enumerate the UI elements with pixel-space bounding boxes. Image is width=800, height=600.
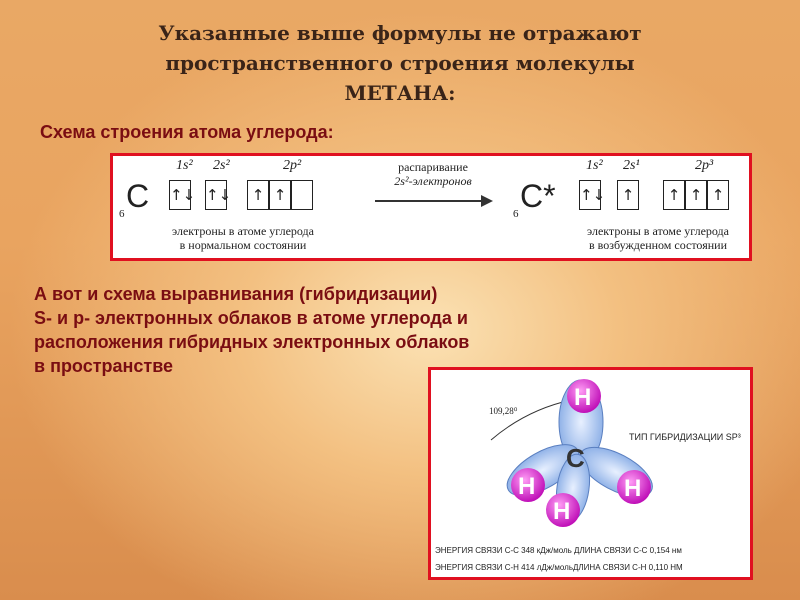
atom-normal-symbol: C [126, 178, 150, 214]
energy-line-1: ЭНЕРГИЯ СВЯЗИ С-С 348 кДж/моль ДЛИНА СВЯЗИ С-С 0,154 нм [435, 546, 682, 555]
energy-line-2: ЭНЕРГИЯ СВЯЗИ С-Н 414 лДж/мольДЛИНА СВЯЗИ С-Н 0,110 НМ [435, 563, 683, 572]
orbital-label-2p: 2p² [283, 158, 302, 173]
orbital-label-2s: 2s² [213, 158, 230, 173]
normal-state-note [143, 224, 343, 252]
carbon-atom-label: C [566, 443, 585, 473]
excited-cell-2p-x: ↑ [663, 180, 685, 210]
orbital-cell-2p-y: ↑ [269, 180, 291, 210]
excited-note-line-2: в возбужденном состоянии [588, 238, 727, 252]
excited-cell-1s: ↑↓ [579, 180, 601, 210]
sp3-hybridization-figure [428, 367, 753, 580]
excited-orbital-label-2p: 2p³ [695, 158, 714, 173]
paragraph-line-2: S- и р- электронных облаков в атоме углерода и [34, 308, 468, 328]
paragraph-line-1: А вот и схема выравнивания (гибридизации) [34, 284, 438, 304]
orbital-label-1s: 1s² [176, 158, 193, 173]
atom-excited-number: 6 [513, 208, 519, 220]
excited-note-line-1: электроны в атоме углерода [587, 224, 729, 238]
hybridization-type-label: ТИП ГИБРИДИЗАЦИИ SP³ [629, 432, 741, 442]
orbital-cell-1s: ↑↓ [169, 180, 191, 210]
carbon-structure-scheme [110, 153, 752, 261]
title-line-1: Указанные выше формулы не отражают [158, 21, 642, 45]
transition-arrow [375, 200, 483, 202]
normal-note-line-2: в нормальном состоянии [179, 238, 307, 252]
bond-angle-label: 109,28⁰ [489, 406, 518, 416]
hydrogen-label-right: H [624, 475, 642, 502]
atom-excited-symbol: C* [520, 178, 556, 214]
excited-orbital-label-1s: 1s² [586, 158, 603, 173]
arrow-label-line-1: распаривание [398, 160, 468, 174]
atom-normal-number: 6 [119, 208, 125, 220]
arrow-label [363, 160, 503, 188]
excited-cell-2s: ↑ [617, 180, 639, 210]
hydrogen-label-bottom: H [553, 498, 571, 525]
title-line-3: МЕТАНА: [344, 81, 456, 105]
title-line-2: пространственного строения молекулы [165, 51, 635, 75]
scheme-heading: Схема строения атома углерода: [40, 122, 334, 142]
excited-orbital-label-2s: 2s¹ [623, 158, 640, 173]
paragraph-line-4: в пространстве [34, 356, 174, 376]
arrow-head-icon [481, 195, 493, 207]
orbital-cell-2p-x: ↑ [247, 180, 269, 210]
excited-cell-2p-z: ↑ [707, 180, 729, 210]
hydrogen-label-left: H [518, 473, 536, 500]
excited-state-note [563, 224, 753, 252]
orbital-cell-2s: ↑↓ [205, 180, 227, 210]
normal-note-line-1: электроны в атоме углерода [172, 224, 314, 238]
paragraph-line-3: расположения гибридных электронных облаков [34, 332, 470, 352]
hybridization-paragraph [34, 282, 654, 378]
orbital-cell-2p-z [291, 180, 313, 210]
arrow-label-line-2: 2s²-электронов [394, 174, 472, 188]
excited-cell-2p-y: ↑ [685, 180, 707, 210]
slide-title [150, 18, 650, 108]
hydrogen-label-top: H [574, 384, 592, 411]
